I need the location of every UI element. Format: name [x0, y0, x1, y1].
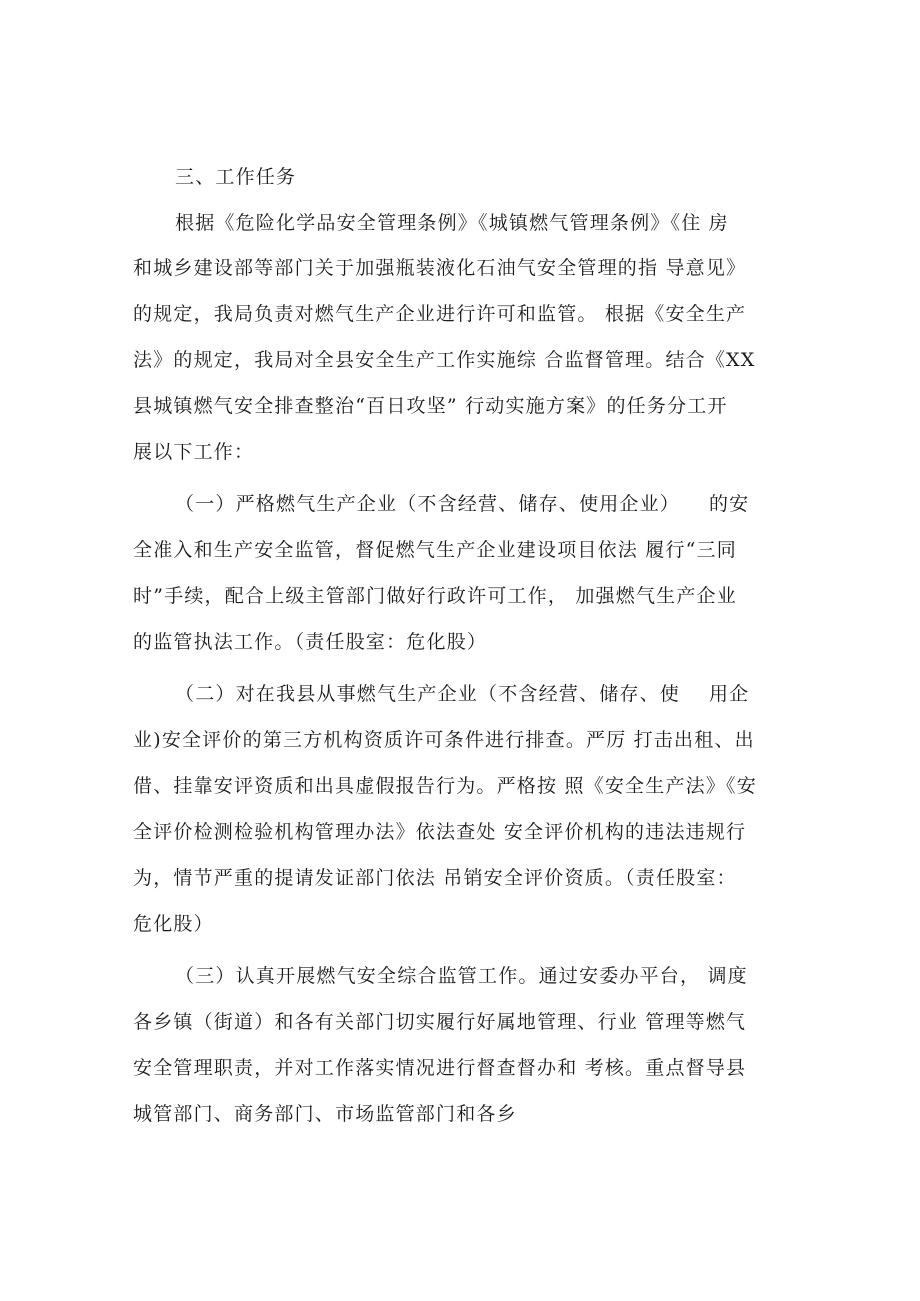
paragraph-line: （一）严格燃气生产企业（不含经营、储存、使用企业） 的安: [175, 493, 750, 515]
paragraph-line: 和城乡建设部等部门关于加强瓶装液化石油气安全管理的指 导意见》: [133, 257, 747, 279]
paragraph-line: 全评价检测检验机构管理办法》依法查处 安全评价机构的违法违规行: [133, 821, 747, 843]
paragraph-line: （三）认真开展燃气安全综合监管工作。通过安委办平台， 调度: [175, 965, 748, 987]
paragraph-line: 城管部门、商务部门、市场监管部门和各乡: [133, 1103, 517, 1125]
paragraph-line: 根据《危险化学品安全管理条例》《城镇燃气管理条例》《住 房: [175, 212, 729, 234]
section-heading: 三、工作任务: [175, 166, 297, 188]
paragraph-line: 为，情节严重的提请发证部门依法 吊销安全评价资质。（责任股室：: [133, 867, 737, 889]
paragraph-line: 的监管执法工作。（责任股室：危化股）: [133, 631, 488, 653]
paragraph-line: （二）对在我县从事燃气生产企业（不含经营、储存、使 用企: [175, 683, 750, 705]
paragraph-line: 危化股）: [133, 913, 214, 935]
paragraph-line: 的规定，我局负责对燃气生产企业进行许可和监管。 根据《安全生产: [133, 303, 747, 325]
paragraph-line: 业)安全评价的第三方机构资质许可条件进行排查。严厉 打击出租、出: [133, 729, 755, 751]
paragraph-line: 全准入和生产安全监管，督促燃气生产企业建设项目依法 履行“三同: [133, 539, 737, 561]
paragraph-line: 县城镇燃气安全排查整治“百日攻坚” 行动实施方案》的任务分工开: [133, 395, 728, 417]
paragraph-line: 安全管理职责，并对工作落实情况进行督查督办和 考核。重点督导县: [133, 1057, 747, 1079]
paragraph-line: 时”手续，配合上级主管部门做好行政许可工作， 加强燃气生产企业: [133, 585, 737, 607]
paragraph-line: 借、挂靠安评资质和出具虚假报告行为。严格按 照《安全生产法》《安: [133, 775, 757, 797]
paragraph-line: 法》的规定，我局对全县安全生产工作实施综 合监督管理。结合《XX: [133, 349, 756, 371]
paragraph-line: 各乡镇（街道）和各有关部门切实履行好属地管理、行业 管理等燃气: [133, 1011, 747, 1033]
paragraph-line: 展以下工作：: [133, 441, 255, 463]
